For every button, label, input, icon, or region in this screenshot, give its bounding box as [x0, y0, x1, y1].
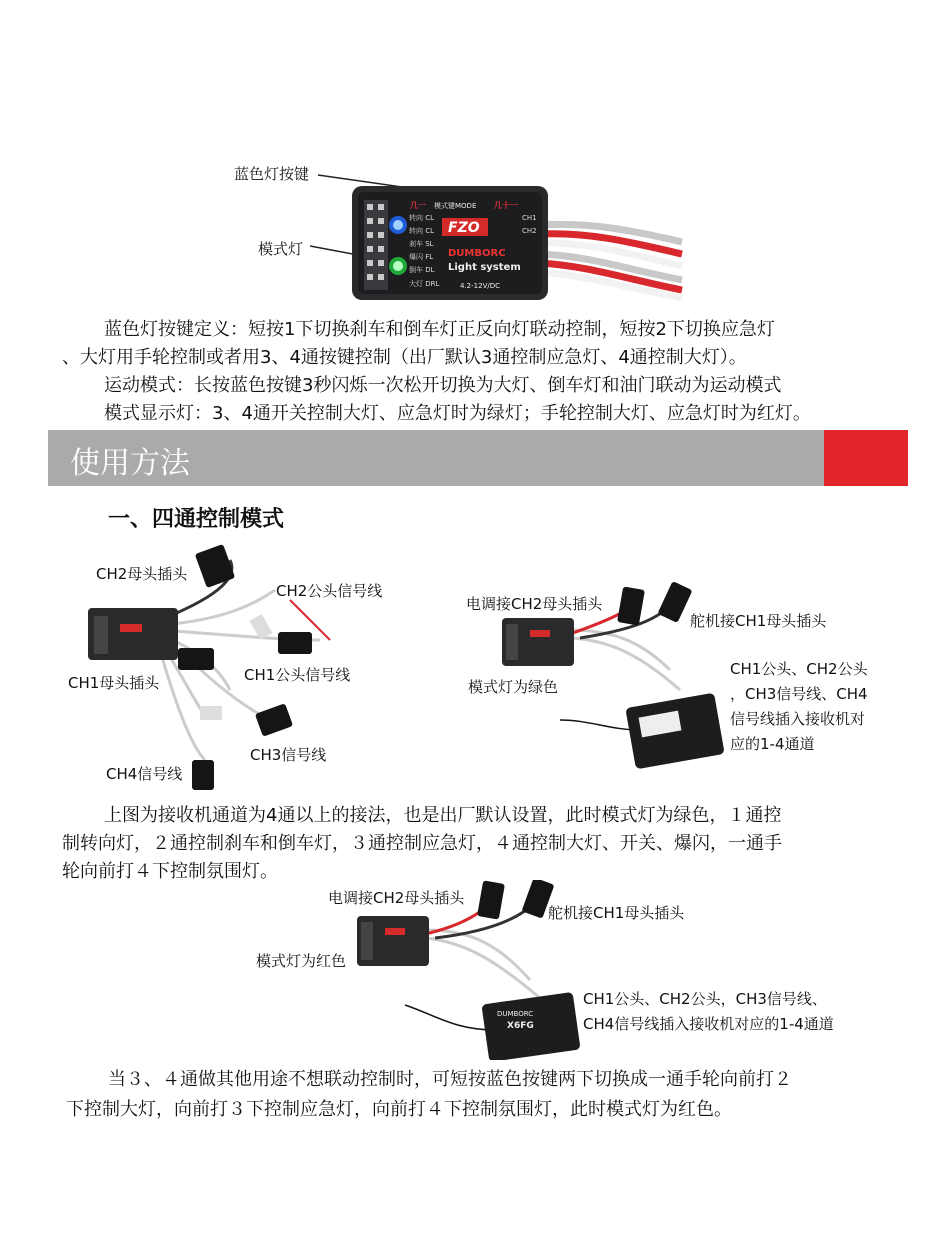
label-ch2-female: CH2母头插头	[96, 565, 188, 583]
light-controller-photo	[310, 170, 690, 305]
label-esc-ch2-bottom: 电调接CH2母头插头	[328, 889, 465, 907]
port-label: CH2	[522, 227, 537, 235]
label-servo-ch1: 舵机接CH1母头插头	[690, 612, 827, 630]
banner-title: 使用方法	[70, 446, 190, 481]
label-ch3: CH3信号线	[250, 746, 327, 764]
label-mode-light-green: 模式灯为绿色	[468, 678, 559, 696]
label-mode-light-red: 模式灯为红色	[256, 952, 347, 970]
bottom-line-2: 下控制大灯，向前打３下控制应急灯，向前打４下控制氛围灯，此时模式灯为红色。	[66, 1099, 732, 1120]
label-blue-button: 蓝色灯按键	[234, 165, 310, 183]
note-line: ，CH3信号线、CH4	[730, 685, 868, 703]
port-label: CH1	[522, 214, 537, 222]
port-label: 转向 CL	[409, 227, 435, 235]
intro-line-4: 模式显示灯：3、4通开关控制大灯、应急灯时为绿灯；手轮控制大灯、应急灯时为红灯。	[104, 403, 811, 424]
intro-line-1: 蓝色灯按键定义：短按1下切换刹车和倒车灯正反向灯联动控制，短按2下切换应急灯	[104, 319, 775, 340]
port-label: 爆闪 FL	[409, 253, 434, 261]
note-line: 信号线插入接收机对	[730, 710, 866, 728]
section-heading: 一、四通控制模式	[108, 507, 285, 532]
label-ch2-male: CH2公头信号线	[276, 582, 383, 600]
label-servo-ch1-bottom: 舵机接CH1母头插头	[548, 904, 685, 922]
label-esc-ch2: 电调接CH2母头插头	[466, 595, 603, 613]
bottom-line-1: 当３、４通做其他用途不想联动控制时，可短按蓝色按键两下切换成一通手轮向前打２	[108, 1069, 792, 1090]
label-mode-light: 模式灯	[258, 240, 304, 258]
panel-header-mid: 模式键MODE	[434, 202, 477, 210]
label-ch4: CH4信号线	[106, 765, 183, 783]
port-label: 转向 CL	[409, 214, 435, 222]
brand-text: DUMBORC	[448, 248, 506, 259]
section-banner	[48, 430, 908, 486]
intro-line-2: 、大灯用手轮控制或者用3、4通按键控制（出厂默认3通控制应急灯、4通控制大灯）。	[62, 347, 747, 368]
note-line: CH4信号线插入接收机对应的1-4通道	[583, 1015, 834, 1033]
subtitle-text: Light system	[448, 262, 521, 273]
panel-header-left: 几一	[410, 201, 426, 210]
voltage-text: 4.2-12V/DC	[460, 282, 500, 290]
middle-line-1: 上图为接收机通道为4通以上的接法，也是出厂默认设置，此时模式灯为绿色，１通控	[104, 805, 782, 826]
label-ch1-female: CH1母头插头	[68, 674, 160, 692]
middle-line-3: 轮向前打４下控制氛围灯。	[62, 861, 278, 882]
note-line: CH1公头、CH2公头	[730, 660, 868, 678]
logo-fzo: FZO	[448, 220, 480, 236]
port-label: 刹车 SL	[409, 240, 434, 248]
port-label: 大灯 DRL	[409, 280, 440, 288]
receiver-model: X6FG	[507, 1021, 534, 1031]
banner-accent	[824, 430, 908, 486]
intro-line-3: 运动模式：长按蓝色按键3秒闪烁一次松开切换为大灯、倒车灯和油门联动为运动模式	[104, 375, 782, 396]
receiver-brand: DUMBORC	[497, 1010, 534, 1018]
middle-line-2: 制转向灯，２通控制刹车和倒车灯，３通控制应急灯，４通控制大灯、开关、爆闪，一通手	[62, 833, 782, 854]
label-ch1-male: CH1公头信号线	[244, 666, 351, 684]
panel-header-right: 几十一	[494, 201, 518, 210]
port-label: 倒车 DL	[409, 266, 435, 274]
note-line: CH1公头、CH2公头，CH3信号线、	[583, 990, 827, 1008]
note-line: 应的1-4通道	[730, 735, 815, 753]
